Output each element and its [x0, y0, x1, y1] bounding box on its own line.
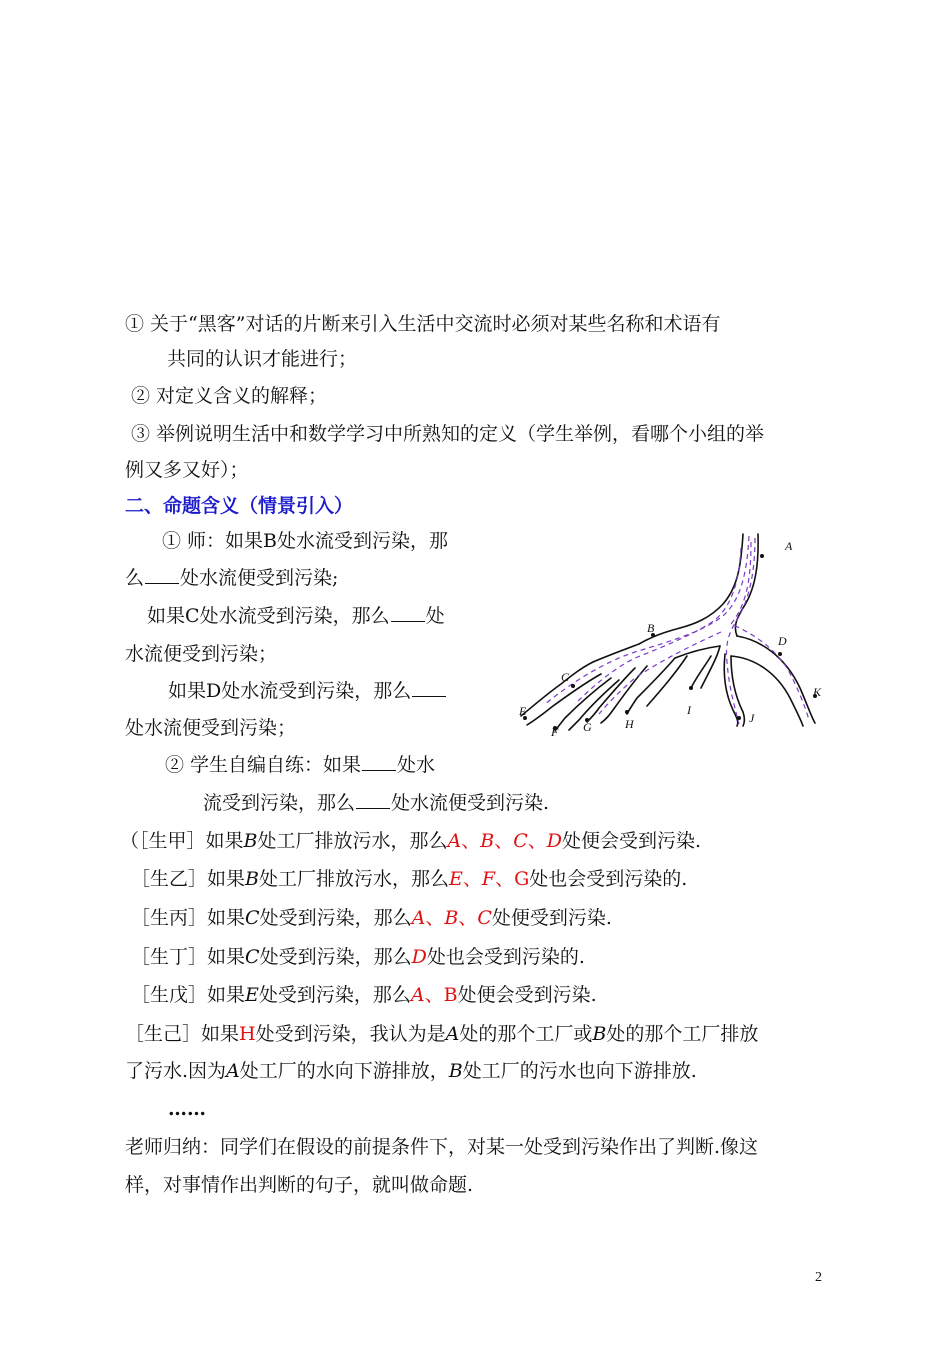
label-k: K	[813, 685, 822, 699]
q4-text-b: 处水	[397, 754, 436, 776]
q4-text-a: ② 学生自编自练：如果	[165, 754, 362, 776]
a2-b: B	[245, 868, 259, 890]
label-d: D	[778, 634, 787, 648]
q2-text-c: 处水流受到污染，那么	[199, 605, 390, 627]
q1-label-b: B	[263, 530, 278, 552]
question-4-line-1	[165, 752, 435, 778]
a5-e: E	[245, 984, 259, 1006]
fill-blank[interactable]	[356, 790, 390, 809]
intro-item-1-line-1: ① 关于“黑客”对话的片断来引入生活中交流时必须对某些名称和术语有	[125, 313, 721, 335]
label-h: H	[625, 717, 634, 731]
label-f: F	[551, 725, 559, 739]
a2-sep: 、	[495, 868, 515, 890]
q1-text-a: ① 师：如果	[162, 530, 264, 552]
river-banks	[521, 534, 815, 731]
answer-6-line-2	[125, 1058, 697, 1084]
a6-l2-pre: 了污水.因为	[125, 1060, 227, 1082]
a4-pre: ［生丁］如果	[131, 946, 246, 968]
fill-blank[interactable]	[145, 565, 179, 584]
a1-pre: （［生甲］如果	[120, 830, 244, 852]
q4-text-c: 流受到污染，那么	[203, 792, 356, 814]
q2-text-d: 处	[425, 605, 445, 627]
label-a: A	[785, 539, 793, 553]
a2-pre: ［生乙］如果	[131, 868, 246, 890]
q1-text-e: 处水流便受到污染;	[180, 567, 339, 589]
page-number: 2	[815, 1270, 822, 1285]
a5-post: 处便会受到污染.	[457, 984, 597, 1006]
a1-b: B	[243, 830, 258, 852]
question-4-line-2	[203, 790, 549, 816]
q2-text-a: 如果	[147, 605, 186, 627]
intro-item-3-line-1: ③ 举例说明生活中和数学学习中所熟知的定义（学生举例，看哪个小组的举	[131, 423, 765, 445]
q1-text-c: 处水流受到污染，那	[277, 530, 449, 552]
river-points	[523, 554, 817, 730]
answer-6-line-1	[125, 1021, 758, 1047]
a3-sep: 、	[425, 907, 445, 929]
a2-e: E	[449, 868, 463, 890]
a6-post: 处的那个工厂排放	[606, 1023, 759, 1045]
label-j: J	[749, 711, 755, 725]
fill-blank[interactable]	[391, 603, 425, 622]
a5-sep: 、	[424, 984, 444, 1006]
question-1-line-2	[125, 565, 338, 591]
intro-item-2: ② 对定义含义的解释；	[131, 385, 328, 407]
river-diagram	[515, 528, 825, 743]
q1-text-d: 么	[125, 567, 145, 589]
fill-blank[interactable]	[362, 752, 396, 771]
a4-c: C	[245, 946, 260, 968]
a1-sep: 、	[527, 830, 547, 852]
a3-c2: C	[477, 907, 492, 929]
answer-3	[131, 905, 612, 931]
a5-mid: 处受到污染，那么	[258, 984, 411, 1006]
a2-post: 处也会受到污染的.	[529, 868, 688, 890]
a2-f: F	[481, 868, 496, 890]
a6-a: A	[445, 1023, 460, 1045]
a4-post: 处也会受到污染的.	[426, 946, 585, 968]
a5-pre: ［生戊］如果	[131, 984, 246, 1006]
answer-4	[131, 944, 585, 970]
summary-line-1: 老师归纳：同学们在假设的前提条件下，对某一处受到污染作出了判断.像这	[125, 1136, 759, 1158]
question-2-line-2: 水流便受到污染；	[125, 643, 278, 665]
a6-l2-post: 处工厂的污水也向下游排放.	[462, 1060, 697, 1082]
q2-label-c: C	[185, 605, 200, 627]
section-heading: 二、命题含义（情景引入）	[125, 495, 354, 517]
label-e: E	[519, 704, 527, 718]
intro-item-1-line-2: 共同的认识才能进行；	[167, 348, 358, 370]
a1-b2: B	[480, 830, 495, 852]
a1-a: A	[447, 830, 462, 852]
label-g: G	[583, 720, 592, 734]
question-2-line-1	[147, 603, 445, 629]
a6-mid2: 处的那个工厂或	[459, 1023, 593, 1045]
summary-line-2: 样，对事情作出判断的句子，就叫做命题.	[125, 1174, 474, 1196]
a6-mid1: 处受到污染，我认为是	[255, 1023, 446, 1045]
a3-a: A	[411, 907, 426, 929]
a4-d: D	[411, 946, 427, 968]
a6-b: B	[592, 1023, 607, 1045]
a3-sep: 、	[458, 907, 478, 929]
question-3-line-2: 处水流便受到污染；	[125, 717, 297, 739]
label-i: I	[687, 703, 691, 717]
answer-5	[131, 982, 597, 1008]
a1-post: 处便会受到污染.	[562, 830, 702, 852]
a1-c: C	[513, 830, 528, 852]
river-labels	[518, 539, 822, 739]
a5-a: A	[410, 984, 425, 1006]
q3-text-a: 如果	[168, 680, 207, 702]
a2-mid: 处工厂排放污水，那么	[258, 868, 449, 890]
a6-l2-a: A	[226, 1060, 240, 1082]
question-3-line-1	[168, 678, 447, 704]
answer-1	[120, 828, 701, 854]
fill-blank[interactable]	[412, 678, 446, 697]
a6-l2-b: B	[448, 1060, 463, 1082]
a3-pre: ［生丙］如果	[131, 907, 246, 929]
ellipsis: ……	[168, 1098, 206, 1120]
question-1-line-1	[162, 528, 448, 554]
a5-b: B	[443, 984, 458, 1006]
answer-2	[131, 866, 687, 892]
a2-g: G	[514, 868, 530, 890]
a6-pre: ［生己］如果	[125, 1023, 240, 1045]
a1-d: D	[546, 830, 563, 852]
a3-c: C	[245, 907, 260, 929]
a4-mid: 处受到污染，那么	[259, 946, 412, 968]
intro-item-3-line-2: 例又多又好）；	[125, 459, 249, 481]
q4-text-d: 处水流便受到污染.	[391, 792, 550, 814]
a3-b: B	[444, 907, 459, 929]
label-c: C	[561, 670, 570, 684]
a6-l2-mid: 处工厂的水向下游排放，	[239, 1060, 449, 1082]
q3-label-d: D	[206, 680, 222, 702]
a2-sep: 、	[462, 868, 482, 890]
a3-mid: 处受到污染，那么	[259, 907, 412, 929]
a1-mid: 处工厂排放污水，那么	[257, 830, 448, 852]
q3-text-c: 处水流受到污染，那么	[221, 680, 412, 702]
a3-post: 处便受到污染.	[491, 907, 612, 929]
flow-lines	[545, 536, 809, 724]
a1-sep: 、	[461, 830, 481, 852]
label-b: B	[647, 621, 655, 635]
a6-h: H	[239, 1023, 256, 1045]
a1-sep: 、	[494, 830, 514, 852]
